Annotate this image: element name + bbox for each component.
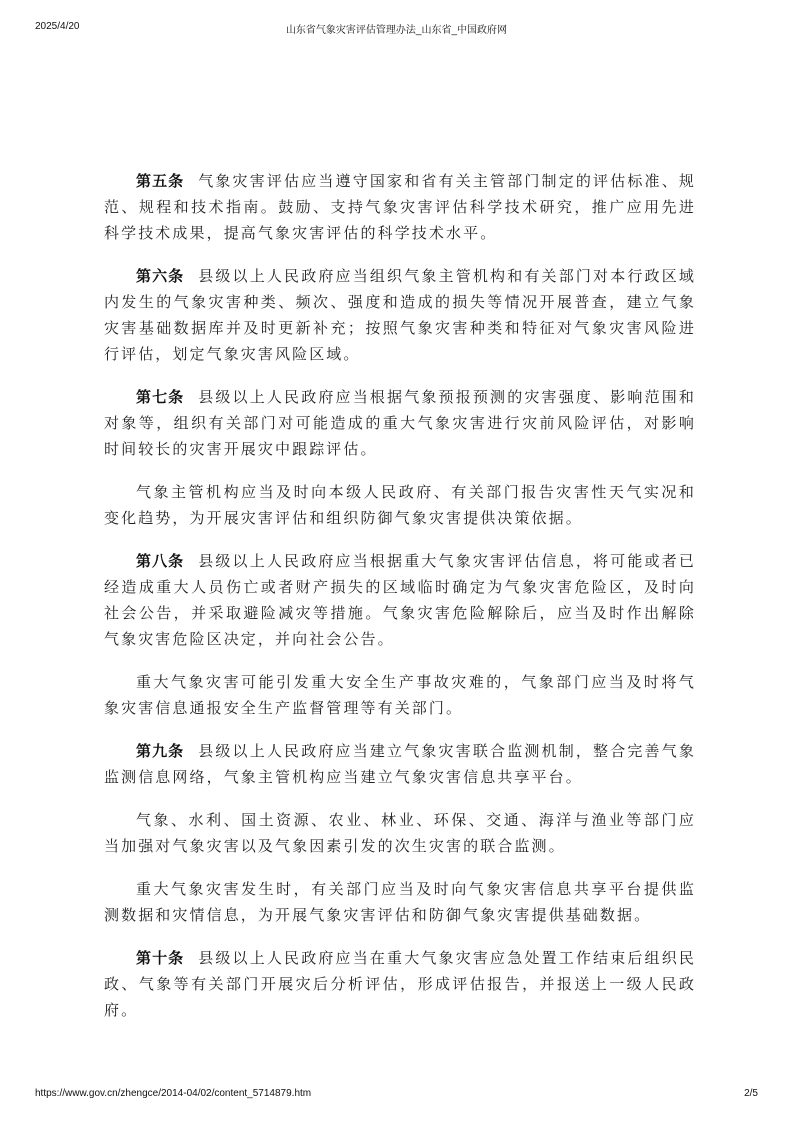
print-header — [0, 0, 793, 40]
paragraph-text: 县级以上人民政府应当在重大气象灾害应急处置工作结束后组织民政、气象等有关部门开展灾后分析评估，形成评估报告，并报送上一级人民政府。 — [104, 949, 696, 1019]
print-date: 2025/4/20 — [35, 21, 80, 32]
paragraph — [104, 738, 696, 790]
article-number: 第六条 — [136, 267, 185, 285]
paragraph — [104, 548, 696, 652]
paragraph-text: 重大气象灾害可能引发重大安全生产事故灾难的，气象部门应当及时将气象灾害信息通报安全生产监督管理等有关部门。 — [104, 673, 696, 717]
article-number: 第五条 — [136, 172, 185, 190]
paragraph — [104, 263, 696, 367]
paragraph-text: 气象灾害评估应当遵守国家和省有关主管部门制定的评估标准、规范、规程和技术指南。鼓励、支持气象灾害评估科学技术研究，推广应用先进科学技术成果，提高气象灾害评估的科学技术水平。 — [104, 172, 696, 242]
paragraph — [104, 168, 696, 246]
paragraph — [104, 876, 696, 928]
paragraph — [104, 669, 696, 721]
paragraph-text: 县级以上人民政府应当根据气象预报预测的灾害强度、影响范围和对象等，组织有关部门对可能造成的重大气象灾害进行灾前风险评估，对影响时间较长的灾害开展灾中跟踪评估。 — [104, 388, 696, 458]
page-url: https://www.gov.cn/zhengce/2014-04/02/content_5714879.htm — [35, 1088, 312, 1099]
article-number: 第七条 — [136, 388, 185, 406]
paragraph — [104, 479, 696, 531]
paragraph — [104, 945, 696, 1023]
article-number: 第十条 — [136, 949, 185, 967]
paragraph-text: 重大气象灾害发生时，有关部门应当及时向气象灾害信息共享平台提供监测数据和灾情信息，为开展气象灾害评估和防御气象灾害提供基础数据。 — [104, 880, 696, 924]
paragraph-text: 县级以上人民政府应当根据重大气象灾害评估信息，将可能或者已经造成重大人员伤亡或者财产损失的区域临时确定为气象灾害危险区，及时向社会公告，并采取避险减灾等措施。气象灾害危险解除后，应当及时作出解除气象灾害危险区决定，并向社会公告。 — [104, 552, 696, 648]
article-number: 第九条 — [136, 742, 185, 760]
paragraph — [104, 384, 696, 462]
print-footer — [0, 1088, 793, 1108]
page-number: 2/5 — [744, 1088, 758, 1099]
paragraph-text: 气象、水利、国土资源、农业、林业、环保、交通、海洋与渔业等部门应当加强对气象灾害以及气象因素引发的次生灾害的联合监测。 — [104, 811, 696, 855]
print-title: 山东省气象灾害评估管理办法_山东省_中国政府网 — [285, 25, 508, 36]
paragraph-text: 气象主管机构应当及时向本级人民政府、有关部门报告灾害性天气实况和变化趋势，为开展灾害评估和组织防御气象灾害提供决策依据。 — [104, 483, 696, 527]
paragraph — [104, 807, 696, 859]
article-body — [104, 168, 696, 1040]
paragraph-text: 县级以上人民政府应当建立气象灾害联合监测机制，整合完善气象监测信息网络，气象主管机构应当建立气象灾害信息共享平台。 — [104, 742, 696, 786]
article-number: 第八条 — [136, 552, 185, 570]
paragraph-text: 县级以上人民政府应当组织气象主管机构和有关部门对本行政区域内发生的气象灾害种类、频次、强度和造成的损失等情况开展普查，建立气象灾害基础数据库并及时更新补充；按照气象灾害种类和特征对气象灾害风险进行评估，划定气象灾害风险区域。 — [104, 267, 696, 363]
